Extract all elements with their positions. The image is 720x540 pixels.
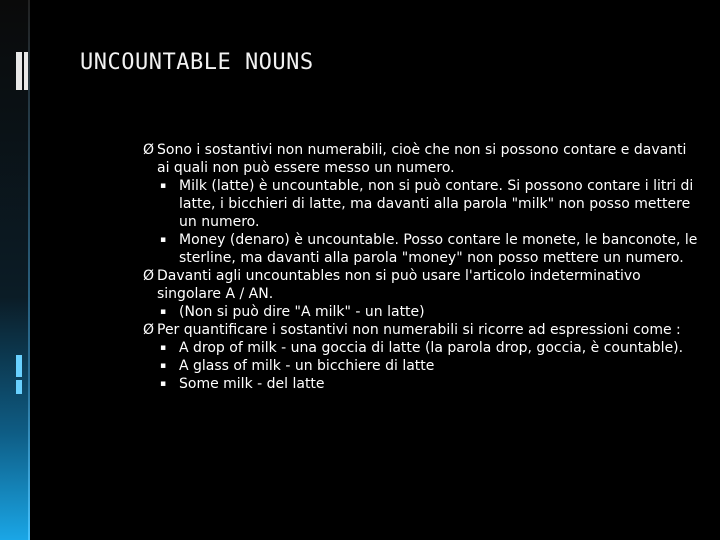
bullet-item — [143, 321, 703, 339]
bullet-item — [143, 267, 703, 303]
sub-bullet-item — [143, 303, 703, 321]
accent-mark — [16, 380, 22, 394]
sub-bullet-item — [143, 177, 703, 231]
sub-bullet-text: (Non si può dire "A milk" - un latte) — [179, 304, 425, 320]
slide-title: UNCOUNTABLE NOUNS — [80, 50, 314, 75]
bullet-text: Per quantificare i sostantivi non numerabili si ricorre ad espressioni come : — [157, 322, 681, 338]
square-bullet-icon: ▪ — [160, 307, 167, 317]
square-bullet-icon: ▪ — [160, 379, 167, 389]
slide-content — [143, 141, 703, 393]
accent-mark — [16, 52, 22, 90]
sub-bullet-text: A glass of milk - un bicchiere di latte — [179, 358, 435, 374]
bullet-text: Sono i sostantivi non numerabili, cioè che non si possono contare e davanti ai quali non può essere messo un numero. — [157, 142, 687, 176]
sub-bullet-text: Money (denaro) è uncountable. Posso contare le monete, le banconote, le sterline, ma davanti alla parola "money" non posso mettere un numero. — [179, 232, 698, 266]
arrow-bullet-icon: Ø — [143, 322, 155, 338]
sub-bullet-text: A drop of milk - una goccia di latte (la parola drop, goccia, è countable). — [179, 340, 684, 356]
sub-bullet-item — [143, 357, 703, 375]
bullet-text: Davanti agli uncountables non si può usare l'articolo indeterminativo singolare A / AN. — [157, 268, 641, 302]
sub-bullet-item — [143, 375, 703, 393]
accent-mark — [24, 52, 28, 90]
bullet-item — [143, 141, 703, 177]
sub-bullet-item — [143, 339, 703, 357]
arrow-bullet-icon: Ø — [143, 142, 155, 158]
square-bullet-icon: ▪ — [160, 361, 167, 371]
sub-bullet-text: Milk (latte) è uncountable, non si può contare. Si possono contare i litri di latte, i bicchieri di latte, ma davanti alla parola "milk" non posso mettere un numero. — [179, 178, 694, 230]
arrow-bullet-icon: Ø — [143, 268, 155, 284]
accent-mark — [16, 355, 22, 377]
side-accent-line — [28, 0, 30, 540]
sub-bullet-item — [143, 231, 703, 267]
sub-bullet-text: Some milk - del latte — [179, 376, 325, 392]
square-bullet-icon: ▪ — [160, 181, 167, 191]
square-bullet-icon: ▪ — [160, 343, 167, 353]
square-bullet-icon: ▪ — [160, 235, 167, 245]
